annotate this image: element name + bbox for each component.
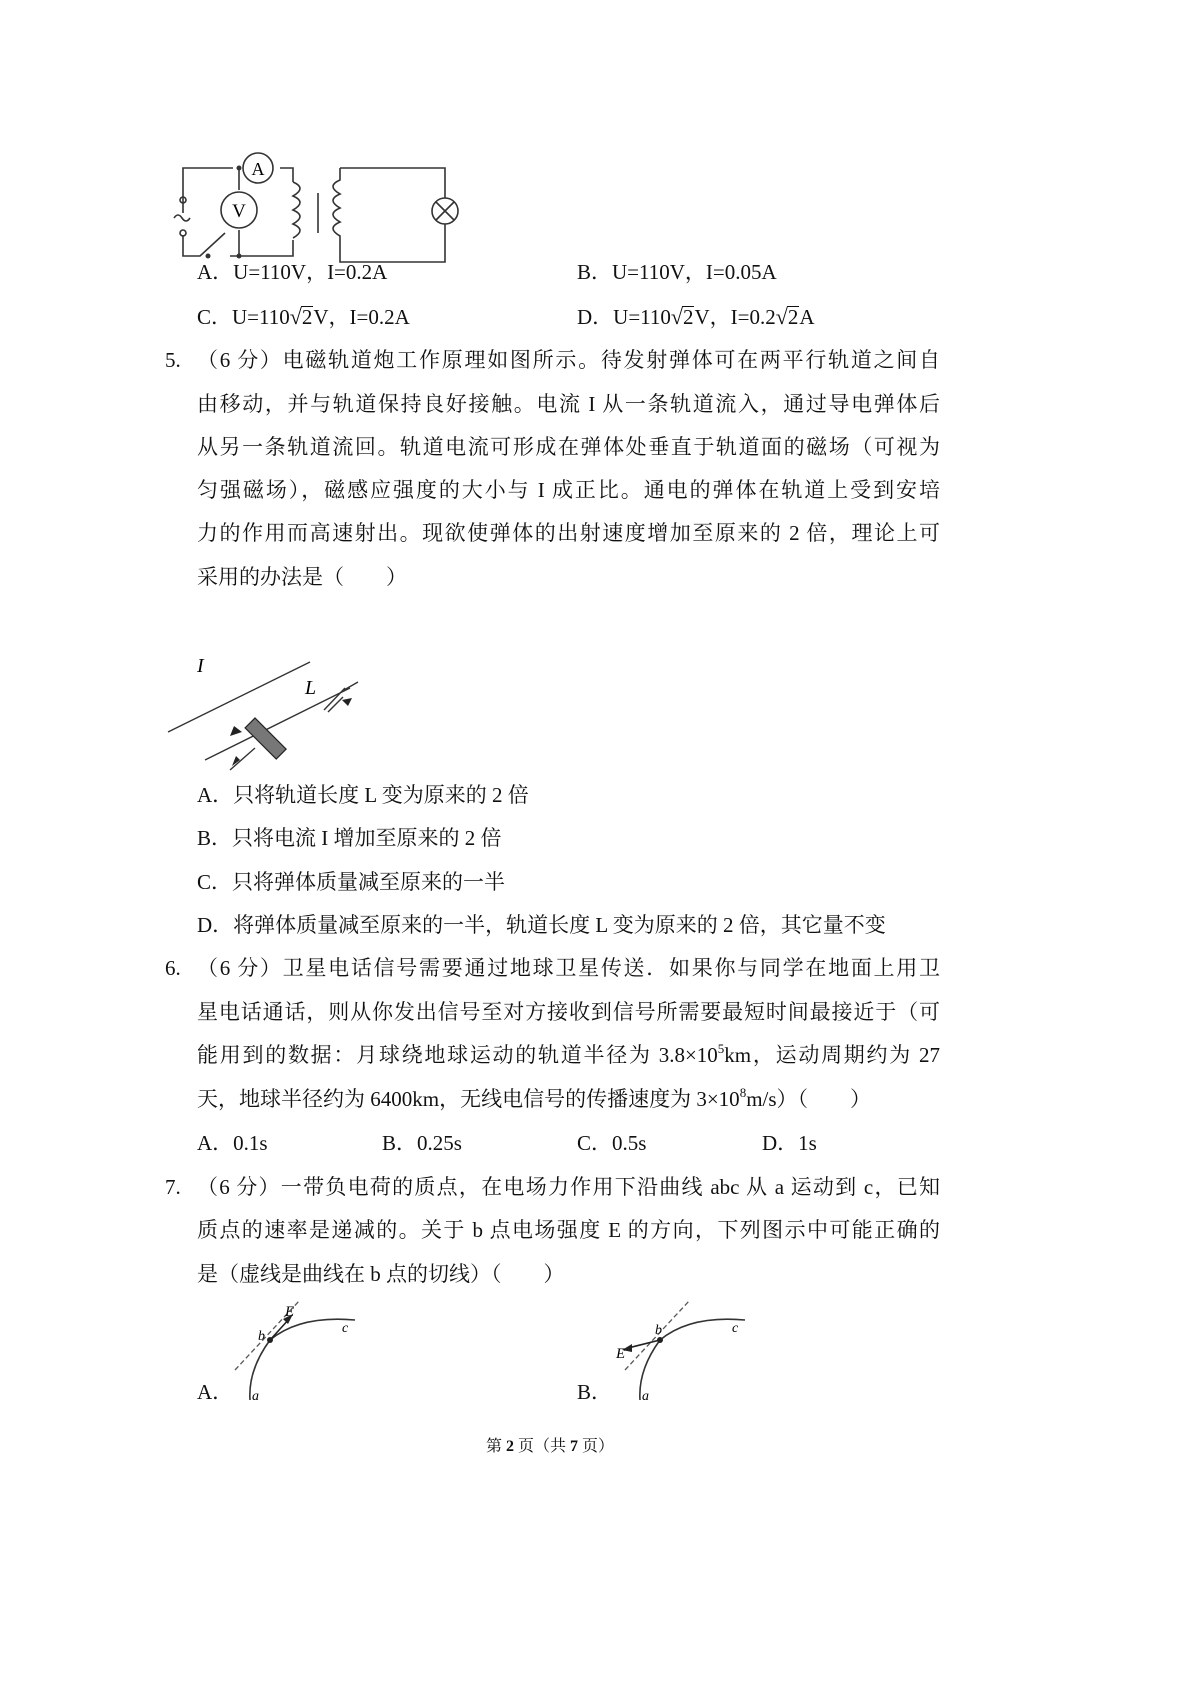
option-text: U=110V，I=0.2A (233, 260, 388, 284)
rail-gun-diagram (160, 620, 360, 770)
q7-figure-b[interactable] (610, 1300, 750, 1405)
voltmeter-label: V (232, 201, 246, 222)
point-b-label: b (655, 1323, 662, 1338)
point-a-label: a (252, 1389, 259, 1404)
q5-text-line: 力的作用而高速射出。现欲使弹体的出射速度增加至原来的 2 倍，理论上可 (197, 521, 940, 545)
q6-option-b[interactable]: B．0.25s (382, 1131, 462, 1155)
q5-option-b[interactable]: B．只将电流 I 增加至原来的 2 倍 (197, 826, 502, 850)
q4-option-b[interactable] (577, 257, 777, 287)
page-footer (0, 1433, 1100, 1456)
q4-option-c[interactable] (197, 302, 410, 332)
option-letter: A． (197, 260, 234, 284)
footer-text: 页） (578, 1438, 615, 1455)
q5-text-line: 匀强磁场），磁感应强度的大小与 I 成正比。通电的弹体在轨道上受到安培 (197, 478, 940, 502)
point-c-label: c (732, 1321, 739, 1336)
text: 天，地球半径约为 6400km，无线电信号的传播速度为 3×10 (197, 1087, 740, 1111)
q6-text-line (197, 1084, 940, 1114)
text: m/s）（ ） (746, 1087, 872, 1111)
q6-text-line: 星电话通话，则从你发出信号至对方接收到信号所需要最短时间最接近于（可 (197, 1000, 940, 1024)
option-letter: B． (577, 260, 613, 284)
text: 能用到的数据：月球绕地球运动的轨道半径为 3.8×10 (197, 1043, 718, 1067)
q7-text-line: 质点的速率是递减的。关于 b 点电场强度 E 的方向，下列图示中可能正确的 (197, 1218, 940, 1242)
q7-option-b-label[interactable]: B． (577, 1380, 613, 1404)
length-label: L (305, 677, 317, 699)
sqrt-icon: √ (289, 304, 302, 329)
q5-text-line: 从另一条轨道流回。轨道电流可形成在弹体处垂直于轨道面的磁场（可视为 (197, 435, 940, 459)
field-label: E (616, 1346, 626, 1362)
q6-option-c[interactable]: C．0.5s (577, 1131, 647, 1155)
question-number: 5. (165, 348, 181, 372)
option-text: V，I=0.2A (313, 305, 410, 329)
option-text: V，I=0.2 (694, 305, 776, 329)
question-number: 7. (165, 1175, 181, 1199)
transformer-circuit-diagram (160, 140, 460, 260)
option-text: U=110 (232, 305, 290, 329)
q6-text-line: （6 分）卫星电话信号需要通过地球卫星传送．如果你与同学在地面上用卫 (197, 956, 940, 980)
option-letter: D． (577, 305, 614, 329)
q7-option-a-label[interactable]: A． (197, 1380, 234, 1404)
q7-text-line: （6 分）一带负电荷的质点，在电场力作用下沿曲线 abc 从 a 运动到 c，已知 (197, 1175, 940, 1199)
q5-text-line: 由移动，并与轨道保持良好接触。电流 I 从一条轨道流入，通过导电弹体后 (197, 392, 940, 416)
point-a-label: a (642, 1389, 649, 1404)
field-label: E (285, 1304, 295, 1320)
q5-text-line: 采用的办法是（ ） (197, 565, 407, 589)
q5-option-a[interactable]: A．只将轨道长度 L 变为原来的 2 倍 (197, 783, 529, 807)
radicand: 2 (301, 305, 313, 329)
current-label: I (197, 655, 204, 677)
question-number: 6. (165, 956, 181, 980)
q4-option-d[interactable] (577, 302, 815, 332)
q5-option-c[interactable]: C．只将弹体质量减至原来的一半 (197, 870, 506, 894)
option-text: U=110V，I=0.05A (612, 260, 777, 284)
q7-figure-a[interactable] (230, 1300, 370, 1405)
point-b-label: b (258, 1329, 265, 1344)
q6-text-line (197, 1040, 940, 1070)
q6-option-a[interactable]: A．0.1s (197, 1131, 268, 1155)
q6-option-d[interactable]: D．1s (762, 1131, 817, 1155)
page-total: 7 (570, 1438, 578, 1455)
q4-option-a[interactable] (197, 257, 387, 287)
sqrt-icon: √ (670, 304, 683, 329)
point-c-label: c (342, 1321, 349, 1336)
q5-option-d[interactable]: D．将弹体质量减至原来的一半，轨道长度 L 变为原来的 2 倍，其它量不变 (197, 913, 886, 937)
q5-text-line: （6 分）电磁轨道炮工作原理如图所示。待发射弹体可在两平行轨道之间自 (197, 348, 940, 372)
option-text: U=110 (613, 305, 671, 329)
exponent: 8 (739, 1085, 747, 1100)
ammeter-label: A (251, 159, 265, 179)
sqrt-icon: √ (775, 304, 788, 329)
exponent: 5 (717, 1041, 725, 1056)
radicand: 2 (682, 305, 694, 329)
radicand: 2 (787, 305, 799, 329)
option-text: A (799, 305, 815, 329)
footer-text: 页（共 (513, 1438, 570, 1455)
q7-text-line: 是（虚线是曲线在 b 点的切线）（ ） (197, 1262, 565, 1286)
footer-text: 第 (485, 1438, 506, 1455)
page-number: 2 (505, 1438, 514, 1455)
option-letter: C． (197, 305, 233, 329)
text: km，运动周期约为 27 (724, 1043, 940, 1067)
